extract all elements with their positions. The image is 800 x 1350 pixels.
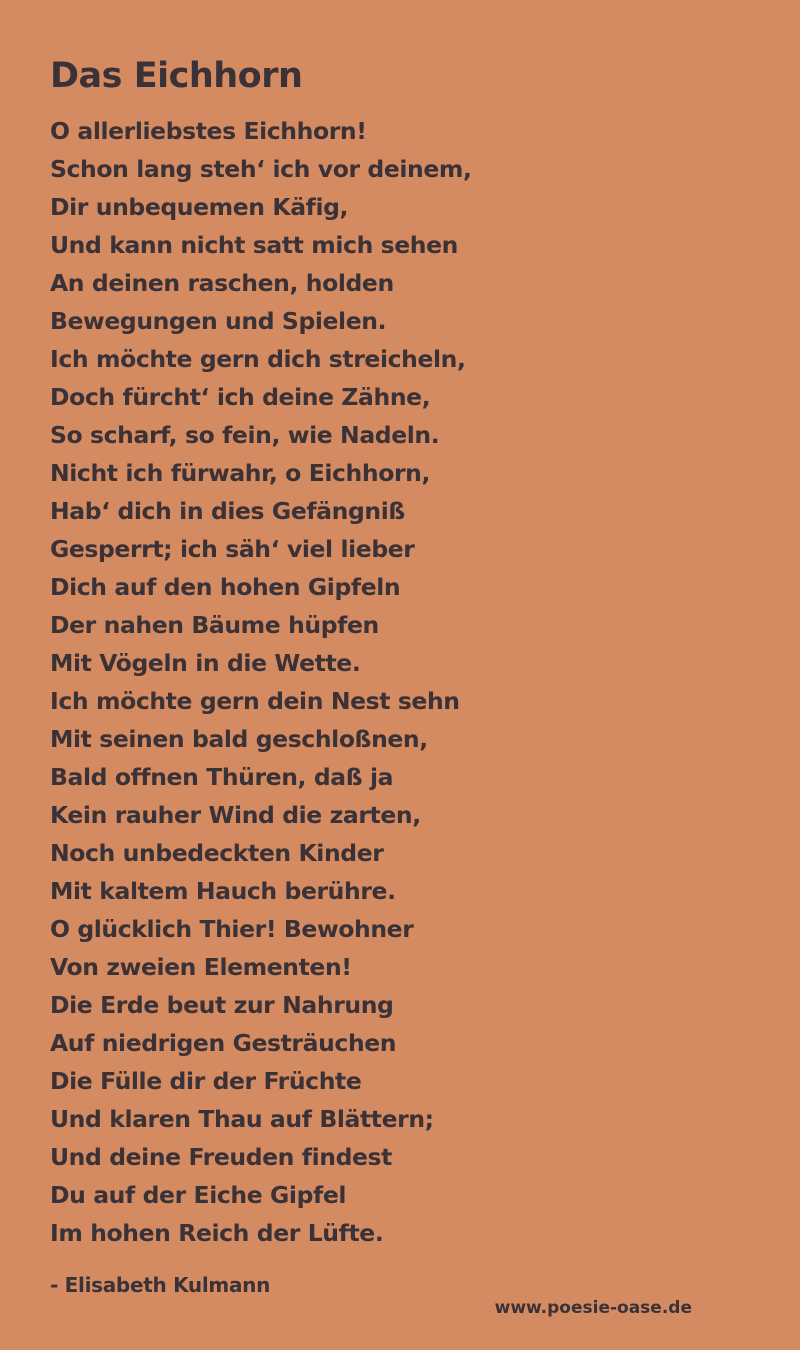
poem-line: Bewegungen und Spielen. [50, 307, 387, 335]
poem-line: Mit seinen bald geschloßnen, [50, 725, 428, 753]
poem-line: Im hohen Reich der Lüfte. [50, 1219, 384, 1247]
poem-line: Gesperrt; ich säh‘ viel lieber [50, 535, 415, 563]
poem-line: Die Erde beut zur Nahrung [50, 991, 394, 1019]
poem-line: Ich möchte gern dich streicheln, [50, 345, 466, 373]
poem-lines [50, 112, 770, 1252]
website-link[interactable]: www.poesie-oase.de [494, 1298, 692, 1318]
poem-line: Doch fürcht‘ ich deine Zähne, [50, 383, 431, 411]
poem-line: Schon lang steh‘ ich vor deinem, [50, 155, 472, 183]
poem-line: An deinen raschen, holden [50, 269, 394, 297]
poem-line: Hab‘ dich in dies Gefängniß [50, 497, 405, 525]
poem-line: Die Fülle dir der Früchte [50, 1067, 362, 1095]
poem-line: Ich möchte gern dein Nest sehn [50, 687, 460, 715]
poem-author: - Elisabeth Kulmann [50, 1273, 271, 1297]
poem-line: Und klaren Thau auf Blättern; [50, 1105, 434, 1133]
poem-line: So scharf, so fein, wie Nadeln. [50, 421, 440, 449]
poem-line: Du auf der Eiche Gipfel [50, 1181, 347, 1209]
poem-line: Noch unbedeckten Kinder [50, 839, 384, 867]
poem-line: Von zweien Elementen! [50, 953, 352, 981]
poem-line: Kein rauher Wind die zarten, [50, 801, 421, 829]
poem-line: Dir unbequemen Käfig, [50, 193, 349, 221]
poem-line: Und kann nicht satt mich sehen [50, 231, 459, 259]
poem-line: Dich auf den hohen Gipfeln [50, 573, 401, 601]
poem-line: O glücklich Thier! Bewohner [50, 915, 414, 943]
poem-line: Auf niedrigen Gesträuchen [50, 1029, 397, 1057]
poem-line: Der nahen Bäume hüpfen [50, 611, 379, 639]
poem-line: Mit Vögeln in die Wette. [50, 649, 361, 677]
poem-line: O allerliebstes Eichhorn! [50, 117, 367, 145]
poem-line: Nicht ich fürwahr, o Eichhorn, [50, 459, 430, 487]
poem-line: Und deine Freuden findest [50, 1143, 392, 1171]
poem-title: Das Eichhorn [50, 56, 303, 96]
poem-line: Mit kaltem Hauch berühre. [50, 877, 396, 905]
poem-line: Bald offnen Thüren, daß ja [50, 763, 394, 791]
